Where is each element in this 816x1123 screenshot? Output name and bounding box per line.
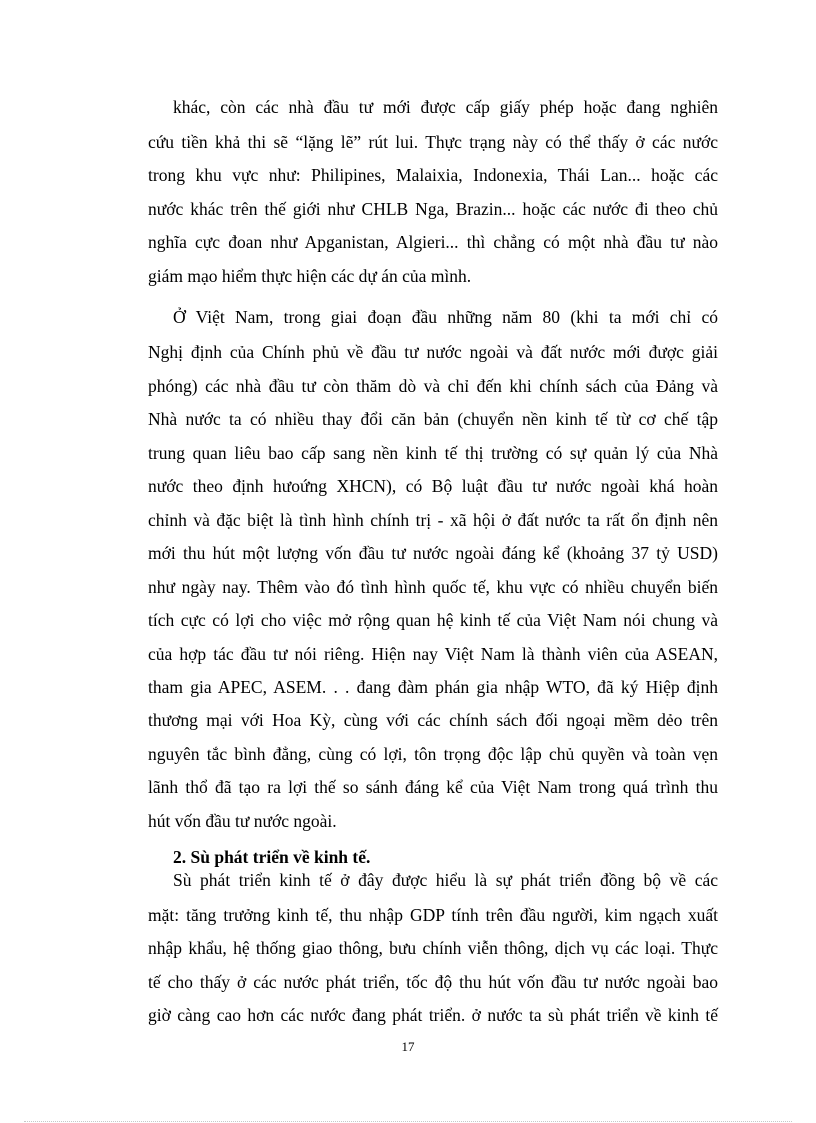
page-number: 17 — [401, 1039, 415, 1054]
text-line: mới thu hút một lượng vốn đầu tư nước ngoài đáng kể (khoảng 37 tỷ USD) — [148, 543, 718, 563]
page-edge-rule — [24, 1121, 792, 1122]
text-line: chỉnh và đặc biệt là tình hình chính trị - xã hội ở đất nước ta rất ổn định nên — [148, 510, 718, 530]
text-line: tham gia APEC, ASEM. . . đang đàm phán gia nhập WTO, đã ký Hiệp định — [148, 677, 718, 697]
text-line: tế cho thấy ở các nước phát triển, tốc độ thu hút vốn đầu tư nước ngoài bao — [148, 972, 718, 992]
text-line: trung quan liêu bao cấp sang nền kinh tế thị trường có sự quản lý của Nhà — [148, 443, 718, 463]
text-line: của hợp tác đầu tư nói riêng. Hiện nay Việt Nam là thành viên của ASEAN, — [148, 644, 718, 664]
text-line: nước theo định hưoứng XHCN), có Bộ luật đầu tư nước ngoài khá hoàn — [148, 476, 718, 496]
text-line: tích cực có lợi cho việc mở rộng quan hệ kinh tế của Việt Nam nói chung và — [148, 610, 718, 630]
text-line: Sù phát triển kinh tế ở đây được hiểu là sự phát triển đồng bộ về các — [173, 870, 718, 890]
text-line: cứu tiền khả thi sẽ “lặng lẽ” rút lui. Thực trạng này có thể thấy ở các nước — [148, 132, 718, 152]
text-line: Nhà nước ta có nhiều thay đổi căn bản (chuyển nền kinh tế từ cơ chế tập — [148, 409, 718, 429]
text-line: khác, còn các nhà đầu tư mới được cấp giấy phép hoặc đang nghiên — [173, 97, 718, 117]
text-line: giám mạo hiểm thực hiện các dự án của mình. — [148, 266, 472, 286]
text-line: như ngày nay. Thêm vào đó tình hình quốc tế, khu vực có nhiều chuyển biến — [148, 577, 718, 597]
text-line: nước khác trên thế giới như CHLB Nga, Brazin... hoặc các nước đi theo chủ — [148, 199, 718, 219]
section-heading: 2. Sù phát triển về kinh tế. — [173, 847, 371, 867]
text-line: thương mại với Hoa Kỳ, cùng với các chính sách đối ngoại mềm dẻo trên — [148, 710, 718, 730]
text-line: nguyên tắc bình đẳng, cùng có lợi, tôn trọng độc lập chủ quyền và toàn vẹn — [148, 744, 718, 764]
text-line: lãnh thổ đã tạo ra lợi thế so sánh đáng kể của Việt Nam trong quá trình thu — [148, 777, 718, 797]
text-line: trong khu vực như: Philipines, Malaixia, Indonexia, Thái Lan... hoặc các — [148, 165, 718, 185]
text-line: mặt: tăng trưởng kinh tế, thu nhập GDP tính trên đầu người, kim ngạch xuất — [148, 905, 718, 925]
text-line: nghĩa cực đoan như Apganistan, Algieri... thì chẳng có một nhà đầu tư nào — [148, 232, 718, 252]
text-line: giờ càng cao hơn các nước đang phát triển. ở nước ta sù phát triển về kinh tế — [148, 1005, 718, 1025]
text-line: Ở Việt Nam, trong giai đoạn đầu những năm 80 (khi ta mới chỉ có — [173, 307, 718, 327]
text-line: hút vốn đầu tư nước ngoài. — [148, 811, 337, 831]
text-line: Nghị định của Chính phủ về đầu tư nước ngoài và đất nước mới được giải — [148, 342, 718, 362]
text-line: nhập khẩu, hệ thống giao thông, bưu chính viễn thông, dịch vụ các loại. Thực — [148, 938, 718, 958]
text-line: phóng) các nhà đầu tư còn thăm dò và chỉ đến khi chính sách của Đảng và — [148, 376, 718, 396]
